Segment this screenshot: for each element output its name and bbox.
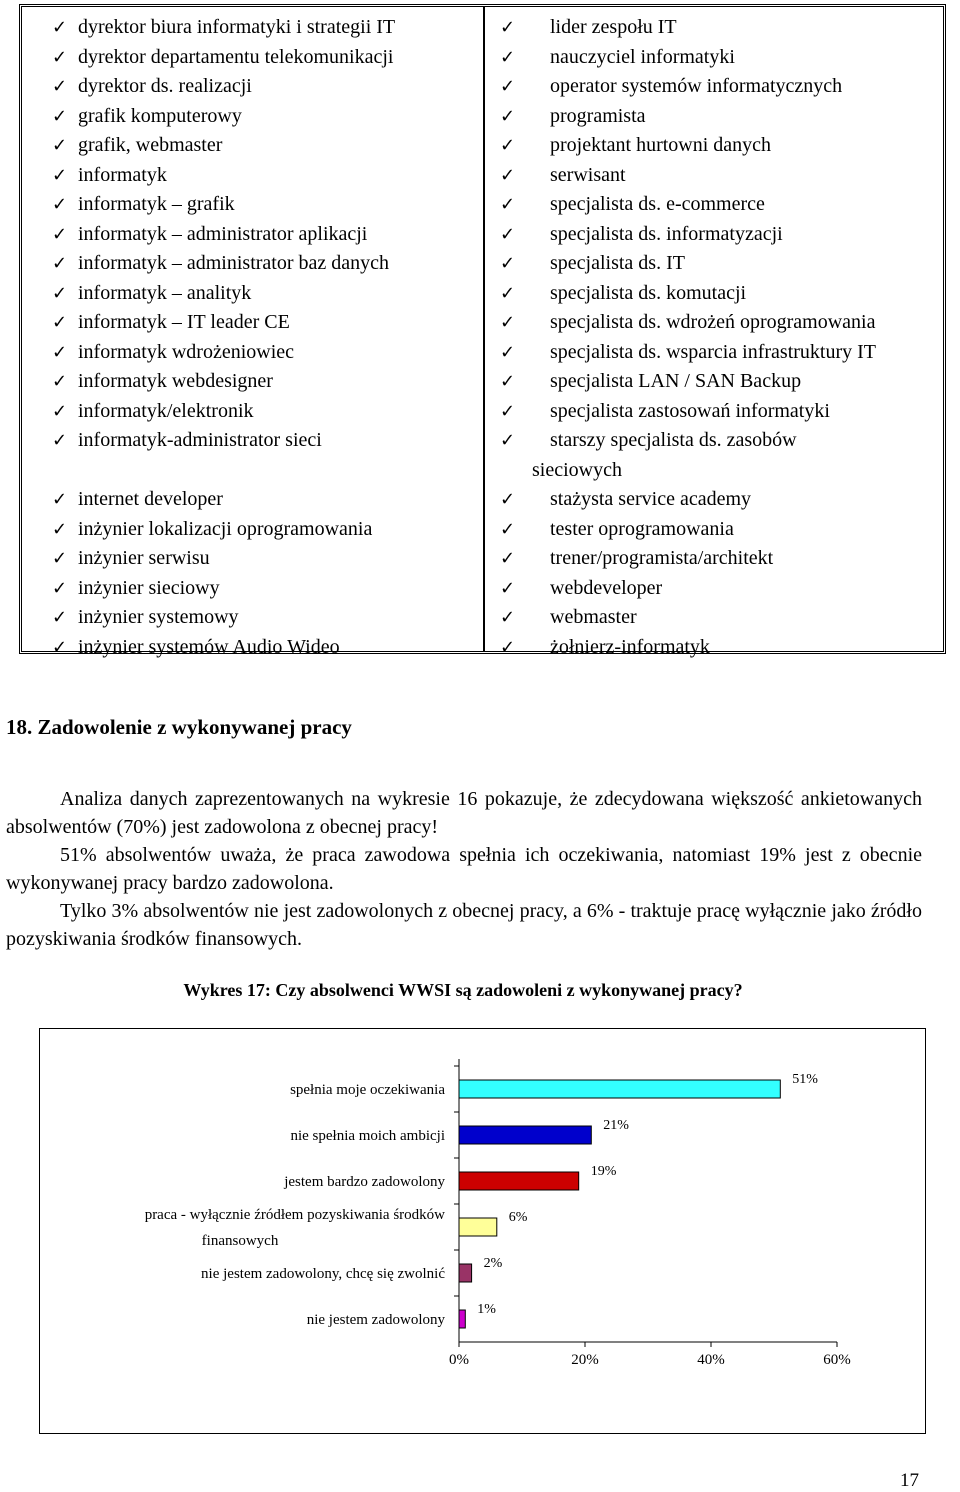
checkmark-icon: ✓ (500, 341, 516, 363)
checkmark-icon: ✓ (500, 430, 516, 451)
job-title-label: inżynier systemów Audio Wideo (78, 635, 340, 658)
job-title-item (500, 605, 637, 630)
checkmark-icon: ✓ (500, 76, 516, 97)
checkmark-icon: ✓ (500, 46, 516, 68)
job-title-label: programista (550, 104, 646, 127)
x-tick-label: 40% (697, 1352, 725, 1368)
checkmark-icon: ✓ (500, 371, 516, 392)
bar (459, 1172, 579, 1190)
job-titles-right-column (485, 7, 943, 658)
job-title-label: dyrektor biura informatyki i strategii IT (78, 16, 396, 38)
job-title-label: tester oprogramowania (550, 517, 734, 540)
bar-value-label: 21% (603, 1118, 629, 1133)
job-title-item (500, 428, 797, 453)
checkmark-icon: ✓ (52, 577, 68, 599)
job-title-label: projektant hurtowni danych (550, 134, 772, 156)
checkmark-icon: ✓ (500, 223, 516, 245)
job-title-item (500, 104, 646, 129)
bar (459, 1264, 472, 1282)
checkmark-icon: ✓ (52, 548, 68, 569)
job-title-item (52, 487, 223, 512)
checkmark-icon: ✓ (500, 607, 516, 628)
paragraph-2: 51% absolwentów uważa, że praca zawodowa spełnia ich oczekiwania, natomiast 19% jest z obecnie wykonywanej pracy bardzo zadowolona. (6, 844, 922, 894)
chart-title: Wykres 17: Czy absolwenci WWSI są zadowoleni z wykonywanej pracy? (183, 980, 743, 1000)
job-title-label: trener/programista/architekt (550, 547, 774, 569)
job-title-label: internet developer (78, 488, 223, 510)
job-title-label: informatyk – analityk (78, 281, 252, 304)
job-title-label: informatyk (78, 163, 167, 186)
checkmark-icon: ✓ (500, 636, 516, 658)
job-title-item (52, 369, 273, 394)
checkmark-icon: ✓ (52, 253, 68, 274)
bar-value-label: 2% (483, 1256, 503, 1271)
checkmark-icon: ✓ (500, 164, 516, 186)
job-title-item (52, 605, 239, 630)
job-title-item (500, 487, 751, 512)
bar-value-label: 51% (792, 1072, 818, 1087)
job-title-label: informatyk – IT leader CE (78, 311, 290, 333)
checkmark-icon: ✓ (500, 548, 516, 569)
job-title-item (52, 576, 220, 601)
page-number: 17 (900, 1470, 919, 1491)
job-title-item (52, 104, 242, 129)
job-title-item (500, 163, 626, 188)
job-title-label: informatyk webdesigner (78, 370, 273, 392)
checkmark-icon: ✓ (52, 400, 68, 422)
paragraph-3: Tylko 3% absolwentów nie jest zadowolonych z obecnej pracy, a 6% - traktuje pracę wyłącznie jako źródło pozyskiwania środków finansowych. (6, 900, 922, 950)
job-title-item (52, 163, 167, 188)
checkmark-icon: ✓ (52, 194, 68, 215)
checkmark-icon: ✓ (52, 636, 68, 658)
job-title-label: grafik komputerowy (78, 104, 242, 127)
job-title-item (500, 251, 685, 276)
checkmark-icon: ✓ (500, 400, 516, 422)
job-title-item (500, 546, 773, 571)
job-title-item (52, 517, 372, 542)
job-title-item (52, 251, 389, 276)
job-title-item (500, 340, 876, 365)
job-title-label: specjalista ds. IT (550, 252, 685, 274)
checkmark-icon: ✓ (52, 430, 68, 451)
checkmark-icon: ✓ (52, 76, 68, 97)
job-title-item (500, 635, 710, 660)
bar-value-label: 19% (590, 1164, 617, 1179)
job-title-item (52, 192, 235, 217)
bar-value-label: 6% (508, 1210, 528, 1225)
job-title-label: informatyk-administrator sieci (78, 429, 322, 451)
checkmark-icon: ✓ (52, 164, 68, 186)
checkmark-icon: ✓ (500, 518, 516, 540)
section-heading: 18. Zadowolenie z wykonywanej pracy (6, 715, 352, 739)
job-title-label: specjalista ds. wsparcia infrastruktury IT (550, 340, 877, 363)
checkmark-icon: ✓ (500, 135, 516, 156)
job-title-label: specjalista ds. komutacji (550, 281, 747, 304)
checkmark-icon: ✓ (500, 253, 516, 274)
job-title-item (52, 340, 294, 365)
checkmark-icon: ✓ (500, 282, 516, 304)
job-title-label: operator systemów informatycznych (550, 75, 843, 97)
job-title-label: sieciowych (532, 458, 622, 481)
bar (459, 1310, 465, 1328)
job-title-label: informatyk/elektronik (78, 399, 254, 422)
category-label: nie spełnia moich ambicji (290, 1128, 445, 1144)
checkmark-icon: ✓ (52, 489, 68, 510)
checkmark-icon: ✓ (52, 105, 68, 127)
checkmark-icon: ✓ (52, 341, 68, 363)
job-title-item (500, 133, 771, 158)
chart-frame (39, 1028, 926, 1434)
category-label: praca - wyłącznie źródłem pozyskiwania środków (144, 1207, 445, 1223)
job-title-item (52, 222, 367, 247)
job-title-label: inżynier systemowy (78, 606, 239, 628)
job-title-label: nauczyciel informatyki (550, 45, 735, 68)
job-title-label: lider zespołu IT (550, 16, 677, 38)
checkmark-icon: ✓ (52, 17, 68, 38)
checkmark-icon: ✓ (52, 518, 68, 540)
category-label: finansowych (201, 1233, 279, 1249)
checkmark-icon: ✓ (500, 194, 516, 215)
job-title-item (500, 222, 783, 247)
job-title-label: webmaster (550, 606, 637, 628)
job-title-item (500, 310, 875, 335)
job-title-label: informatyk wdrożeniowiec (78, 340, 295, 363)
job-title-label: stażysta service academy (550, 488, 752, 510)
job-title-label: inżynier serwisu (78, 547, 210, 569)
job-title-label: specjalista ds. wdrożeń oprogramowania (550, 311, 876, 333)
job-title-label: żołnierz-informatyk (550, 635, 710, 658)
x-tick-label: 0% (449, 1352, 469, 1368)
checkmark-icon: ✓ (500, 17, 516, 38)
job-title-label: informatyk – grafik (78, 193, 235, 215)
job-title-label: specjalista LAN / SAN Backup (550, 370, 802, 392)
job-title-label: grafik, webmaster (78, 134, 223, 156)
checkmark-icon: ✓ (500, 489, 516, 510)
job-title-item (500, 45, 735, 70)
category-label: spełnia moje oczekiwania (290, 1082, 445, 1098)
job-title-label: inżynier lokalizacji oprogramowania (78, 517, 373, 540)
job-titles-table (19, 4, 946, 658)
job-title-item (500, 15, 677, 40)
checkmark-icon: ✓ (52, 223, 68, 245)
job-title-label: dyrektor ds. realizacji (78, 75, 252, 97)
category-label: nie jestem zadowolony, chcę się zwolnić (201, 1266, 445, 1282)
job-title-item (52, 399, 254, 424)
job-title-item (52, 133, 222, 158)
job-title-label: starszy specjalista ds. zasobów (550, 429, 797, 451)
x-tick-label: 20% (571, 1352, 599, 1368)
job-title-label: specjalista zastosowań informatyki (550, 399, 830, 422)
job-title-label: specjalista ds. informatyzacji (550, 222, 783, 245)
checkmark-icon: ✓ (52, 607, 68, 628)
job-title-label: webdeveloper (550, 576, 663, 599)
checkmark-icon: ✓ (52, 371, 68, 392)
job-title-label: informatyk – administrator baz danych (78, 252, 390, 274)
checkmark-icon: ✓ (500, 312, 516, 333)
job-title-item (500, 576, 662, 601)
job-title-item (500, 74, 842, 99)
job-title-item (52, 310, 290, 335)
bar (459, 1218, 497, 1236)
job-title-item (500, 517, 734, 542)
job-title-item (500, 399, 830, 424)
job-title-continuation (532, 458, 622, 482)
job-titles-left-column (22, 7, 485, 658)
job-title-item (500, 281, 746, 306)
job-title-item (52, 546, 210, 571)
job-title-item (500, 369, 801, 394)
bar (459, 1080, 780, 1098)
checkmark-icon: ✓ (52, 135, 68, 156)
checkmark-icon: ✓ (52, 46, 68, 68)
job-title-item (52, 428, 322, 453)
job-title-label: dyrektor departamentu telekomunikacji (78, 45, 394, 68)
category-label: jestem bardzo zadowolony (284, 1174, 445, 1190)
job-title-item (52, 45, 393, 70)
job-title-item (52, 15, 395, 40)
bar-chart (40, 1029, 925, 1433)
job-title-item (52, 74, 252, 99)
checkmark-icon: ✓ (500, 105, 516, 127)
bar-value-label: 1% (477, 1302, 496, 1317)
job-title-label: inżynier sieciowy (78, 576, 220, 599)
paragraph-1: Analiza danych zaprezentowanych na wykresie 16 pokazuje, że zdecydowana większość ankietowanych absolwentów (70%) jest zadowolona z obecnej pracy! (6, 788, 922, 838)
bar (459, 1126, 591, 1144)
job-title-label: specjalista ds. e-commerce (550, 193, 765, 215)
job-title-label: serwisant (550, 163, 626, 186)
checkmark-icon: ✓ (52, 282, 68, 304)
x-tick-label: 60% (823, 1352, 851, 1368)
job-title-item (500, 192, 765, 217)
checkmark-icon: ✓ (500, 577, 516, 599)
category-label: nie jestem zadowolony (306, 1312, 445, 1328)
job-title-label: informatyk – administrator aplikacji (78, 222, 368, 245)
job-title-item (52, 635, 340, 660)
checkmark-icon: ✓ (52, 312, 68, 333)
job-title-item (52, 281, 251, 306)
